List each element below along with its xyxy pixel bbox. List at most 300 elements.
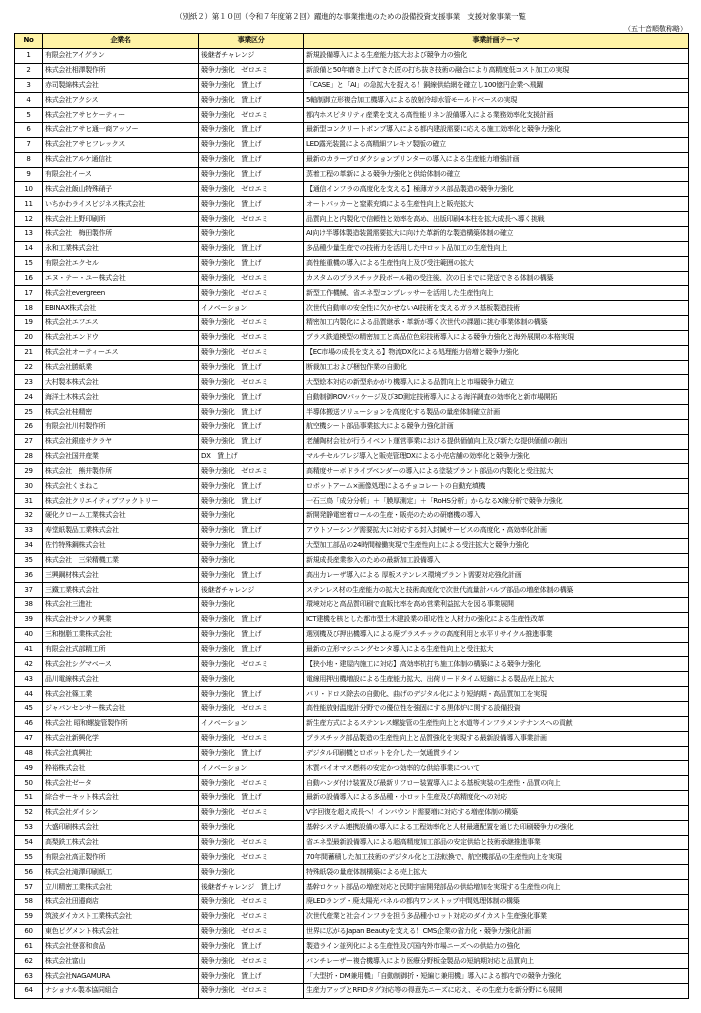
business-category: 競争力強化 ゼロエミ (199, 657, 304, 672)
plan-theme: 最新の立形マシニングセンタ導入による生産性向上と受注拡大 (304, 642, 689, 657)
company-name: 寿堂紙製品工業株式会社 (43, 523, 199, 538)
table-row (15, 271, 689, 286)
row-no: 23 (15, 375, 43, 390)
table-row (15, 241, 689, 256)
business-category: 競争力強化 賃上げ (199, 93, 304, 108)
company-name: 株式会社サンノウ興業 (43, 612, 199, 627)
table-row (15, 642, 689, 657)
row-no: 45 (15, 701, 43, 716)
plan-theme: 自動ハンダ付け装置及び最新リフロー装置導入による基板実装の生産性・品質の向上 (304, 776, 689, 791)
business-category: 競争力強化 賃上げ (199, 523, 304, 538)
row-no: 31 (15, 494, 43, 509)
row-no: 32 (15, 509, 43, 524)
table-row (15, 761, 689, 776)
business-category: 競争力強化 賃上げ (199, 612, 304, 627)
table-row (15, 301, 689, 316)
table-row (15, 509, 689, 524)
business-category: イノベーション (199, 761, 304, 776)
company-name: 硬化クローム工業株式会社 (43, 509, 199, 524)
business-category: 競争力強化 ゼロエミ (199, 286, 304, 301)
row-no: 39 (15, 612, 43, 627)
business-category: 競争力強化 賃上げ (199, 434, 304, 449)
plan-theme: 多品種少量生産での技術力を活用した中ロット品加工の生産性向上 (304, 241, 689, 256)
plan-theme: 高性能重機の導入による生産性向上及び受注範囲の拡大 (304, 256, 689, 271)
plan-theme: 次世代自動車の安全性に欠かせないAI技術を支えるガラス基板製造技術 (304, 301, 689, 316)
row-no: 29 (15, 464, 43, 479)
plan-theme: 新規設備導入による生産能力拡大および競争力の強化 (304, 48, 689, 63)
plan-theme: 一石三鳥「成分分析」＋「膜厚測定」＋「RoHS分析」からなるX線分析で競争力強化 (304, 494, 689, 509)
row-no: 59 (15, 909, 43, 924)
row-no: 12 (15, 212, 43, 227)
business-category: 競争力強化 賃上げ (199, 969, 304, 984)
plan-theme: カスタムのプラスチック段ボール箱の受注後、次の日までに発送できる体制の構築 (304, 271, 689, 286)
company-name: 株式会社上野印刷所 (43, 212, 199, 227)
company-name: 立川精密工業株式会社 (43, 880, 199, 895)
business-category: 競争力強化 賃上げ (199, 939, 304, 954)
table-row (15, 583, 689, 598)
table-row (15, 226, 689, 241)
plan-theme: 精密加工内製化による品質継承・革新が導く次世代の課題に挑む事業体制の構築 (304, 316, 689, 331)
company-name: 株式会社エフエス (43, 316, 199, 331)
company-name: 株式会社オーティーエス (43, 345, 199, 360)
company-name: 株式会社真興社 (43, 746, 199, 761)
table-row (15, 939, 689, 954)
company-name: 株式会社飯山特殊硝子 (43, 182, 199, 197)
table-row (15, 390, 689, 405)
row-no: 58 (15, 894, 43, 909)
company-name: 株式会社滝澤印刷紙工 (43, 865, 199, 880)
table-row (15, 316, 689, 331)
table-row (15, 553, 689, 568)
row-no: 55 (15, 850, 43, 865)
business-category: 競争力強化 ゼロエミ (199, 316, 304, 331)
plan-theme: 半導体搬送ソリューションを高度化する製品の量産体制確立計画 (304, 405, 689, 420)
table-row (15, 687, 689, 702)
company-name: 株式会社三進社 (43, 598, 199, 613)
plan-theme: バリ・ドロス除去の自動化、曲げのデジタル化により短納期・高品質加工を実現 (304, 687, 689, 702)
company-name: 粋裕株式会社 (43, 761, 199, 776)
table-row (15, 791, 689, 806)
business-category: 競争力強化 ゼロエミ (199, 212, 304, 227)
row-no: 63 (15, 969, 43, 984)
company-name: 株式会社富山 (43, 954, 199, 969)
business-category: 競争力強化 ゼロエミ (199, 924, 304, 939)
table-row (15, 93, 689, 108)
company-name: 株式会社 三栄精機工業 (43, 553, 199, 568)
table-row (15, 924, 689, 939)
business-category: 後継者チャレンジ (199, 583, 304, 598)
row-no: 20 (15, 330, 43, 345)
business-category: 競争力強化 ゼロエミ (199, 954, 304, 969)
table-row (15, 850, 689, 865)
support-target-table (14, 33, 689, 999)
company-name: 株式会社クリエイティブファクトリー (43, 494, 199, 509)
business-category: 競争力強化 ゼロエミ (199, 375, 304, 390)
row-no: 9 (15, 167, 43, 182)
company-name: 有限会社高正製作所 (43, 850, 199, 865)
table-row (15, 419, 689, 434)
company-name: 株式会社アサヒ通一商アッソー (43, 123, 199, 138)
row-no: 36 (15, 568, 43, 583)
business-category: 競争力強化 賃上げ (199, 791, 304, 806)
plan-theme: 蒸着工程の革新による競争力強化と供給体制の確立 (304, 167, 689, 182)
company-name: 高梨鉄工株式会社 (43, 835, 199, 850)
company-name: 有限会社エクセル (43, 256, 199, 271)
table-header-row (15, 34, 689, 49)
company-name: 永和工業株式会社 (43, 241, 199, 256)
table-row (15, 212, 689, 227)
row-no: 48 (15, 746, 43, 761)
company-name: 株式会社田邉商店 (43, 894, 199, 909)
row-no: 3 (15, 78, 43, 93)
table-row (15, 123, 689, 138)
table-row (15, 746, 689, 761)
table-row (15, 880, 689, 895)
plan-theme: 大型絵本対応の新型糸かがり機導入による品質向上と市場競争力確立 (304, 375, 689, 390)
business-category: 競争力強化 賃上げ (199, 390, 304, 405)
business-category: 競争力強化 ゼロエミ (199, 108, 304, 123)
business-category: 競争力強化 (199, 865, 304, 880)
table-row (15, 523, 689, 538)
table-row (15, 835, 689, 850)
row-no: 24 (15, 390, 43, 405)
plan-theme: 老舗陶材会社が行うイベント運営事業における提供価値向上及び新たな提供価値の創出 (304, 434, 689, 449)
company-name: 有限会社アイグラン (43, 48, 199, 63)
company-name: 株式会社アルケ通信社 (43, 152, 199, 167)
table-row (15, 479, 689, 494)
row-no: 11 (15, 197, 43, 212)
header-company: 企業名 (43, 34, 199, 49)
row-no: 54 (15, 835, 43, 850)
plan-theme: 5軸制御立形複合加工機導入による放射冷却水管モールドベースの実現 (304, 93, 689, 108)
plan-theme: 生産力アップとRFIDタグ対応等の得意先ニーズに応え、その生産力を新分野にも展開 (304, 984, 689, 999)
plan-theme: ICT建機を核とした都市型土木建設業の即応性と人材力の強化による生産性改革 (304, 612, 689, 627)
plan-theme: ステンレス材の生産能力の拡大と技術高度化で次世代流量計バルブ部品の増産体制の構築 (304, 583, 689, 598)
table-row (15, 969, 689, 984)
company-name: 三和樹脂工業株式会社 (43, 627, 199, 642)
plan-theme: 大型加工部品の24時間稼働実現で生産性向上による受注拡大と競争力強化 (304, 538, 689, 553)
row-no: 46 (15, 716, 43, 731)
company-name: 東色ピグメント株式会社 (43, 924, 199, 939)
table-row (15, 108, 689, 123)
plan-theme: プラス鉄道模型の精密加工と高品位色彩技術導入による競争力強化と海外展開の本格実現 (304, 330, 689, 345)
row-no: 38 (15, 598, 43, 613)
company-name: 株式会社桂精密 (43, 405, 199, 420)
table-row (15, 330, 689, 345)
plan-theme: 都内ホスピタリティ産業を支える高性能リネン設備導入による業務効率化支援計画 (304, 108, 689, 123)
business-category: 競争力強化 賃上げ (199, 568, 304, 583)
plan-theme: 木質バイオマス燃料の安定かつ効率的な供給事業について (304, 761, 689, 776)
plan-theme: 次世代産業と社会インフラを担う多品種小ロット対応のダイカスト生産強化事業 (304, 909, 689, 924)
company-name: 株式会社シグマベース (43, 657, 199, 672)
business-category: 競争力強化 ゼロエミ (199, 271, 304, 286)
business-category: 後継者チャレンジ 賃上げ (199, 880, 304, 895)
business-category: 競争力強化 ゼロエミ (199, 731, 304, 746)
row-no: 21 (15, 345, 43, 360)
plan-theme: V字回復を超え成長へ！インバウンド需要増に対応する増産体制の構築 (304, 805, 689, 820)
plan-theme: 特殊紙袋の量産体制構築による売上拡大 (304, 865, 689, 880)
company-name: 株式会社篠工業 (43, 687, 199, 702)
business-category: 競争力強化 (199, 509, 304, 524)
business-category: 競争力強化 ゼロエミ (199, 805, 304, 820)
company-name: 綜合サーキット株式会社 (43, 791, 199, 806)
company-name: 赤司製綿株式会社 (43, 78, 199, 93)
row-no: 10 (15, 182, 43, 197)
business-category: 競争力強化 賃上げ (199, 78, 304, 93)
plan-theme: 「大型折・DM兼用機」「自動制御折・短編じ兼用機」導入による都内での競争力強化 (304, 969, 689, 984)
table-row (15, 538, 689, 553)
plan-theme: 最新の設備導入による多品種・小ロット生産及び高精度化への対応 (304, 791, 689, 806)
plan-theme: マルチセルフレジ導入と販売管理DXによる小売店舗の効率化と競争力強化 (304, 449, 689, 464)
business-category: 競争力強化 賃上げ (199, 241, 304, 256)
row-no: 33 (15, 523, 43, 538)
business-category: 競争力強化 ゼロエミ (199, 464, 304, 479)
company-name: 株式会社くまねこ (43, 479, 199, 494)
company-name: 有限会社イース (43, 167, 199, 182)
row-no: 50 (15, 776, 43, 791)
table-row (15, 360, 689, 375)
row-no: 47 (15, 731, 43, 746)
company-name: 佐竹特殊鋼株式会社 (43, 538, 199, 553)
plan-theme: 【EC市場の成長を支える】物流DX化による処理能力倍増と競争力強化 (304, 345, 689, 360)
plan-theme: オートパッカーと窒素充填による生産性向上と販売拡大 (304, 197, 689, 212)
company-name: 有限会社川村製作所 (43, 419, 199, 434)
row-no: 30 (15, 479, 43, 494)
company-name: 株式会社ダイシン (43, 805, 199, 820)
plan-theme: デジタル印刷機とロボットを介した一気通貫ライン (304, 746, 689, 761)
plan-theme: LED露光装置による高精細フレキソ製版の確立 (304, 137, 689, 152)
business-category: 競争力強化 ゼロエミ (199, 835, 304, 850)
row-no: 13 (15, 226, 43, 241)
row-no: 35 (15, 553, 43, 568)
table-row (15, 716, 689, 731)
table-row (15, 984, 689, 999)
business-category: イノベーション (199, 301, 304, 316)
table-row (15, 894, 689, 909)
business-category: 競争力強化 (199, 672, 304, 687)
company-name: 三興鋼材株式会社 (43, 568, 199, 583)
row-no: 53 (15, 820, 43, 835)
table-row (15, 805, 689, 820)
row-no: 27 (15, 434, 43, 449)
plan-theme: 選別機及び押出機導入による廃プラスチックの高度利用と水平リサイクル推進事業 (304, 627, 689, 642)
business-category: 競争力強化 ゼロエミ (199, 909, 304, 924)
table-row (15, 657, 689, 672)
row-no: 15 (15, 256, 43, 271)
company-name: いちかわライスビジネス株式会社 (43, 197, 199, 212)
business-category: 競争力強化 賃上げ (199, 746, 304, 761)
business-category: 競争力強化 賃上げ (199, 627, 304, 642)
business-category: 競争力強化 賃上げ (199, 419, 304, 434)
row-no: 2 (15, 63, 43, 78)
plan-theme: ロボットアーム×画像処理によるチョコレートの自動充填機 (304, 479, 689, 494)
table-row (15, 598, 689, 613)
row-no: 18 (15, 301, 43, 316)
row-no: 62 (15, 954, 43, 969)
row-no: 61 (15, 939, 43, 954)
row-no: 19 (15, 316, 43, 331)
company-name: ジャパンセンサー株式会社 (43, 701, 199, 716)
plan-theme: 廃LEDランプ・廃太陽光パネルの都内ワンストップ中間処理体制の構築 (304, 894, 689, 909)
plan-theme: 製造ライン並列化による生産性及び国内外市場ニーズへの供給力の強化 (304, 939, 689, 954)
company-name: 株式会社相澤製作所 (43, 63, 199, 78)
row-no: 14 (15, 241, 43, 256)
row-no: 40 (15, 627, 43, 642)
table-row (15, 776, 689, 791)
table-row (15, 627, 689, 642)
company-name: 品川電線株式会社 (43, 672, 199, 687)
company-name: 株式会社ゼータ (43, 776, 199, 791)
company-name: 三鐵工業株式会社 (43, 583, 199, 598)
business-category: 競争力強化 賃上げ (199, 687, 304, 702)
table-row (15, 568, 689, 583)
row-no: 8 (15, 152, 43, 167)
business-category: 競争力強化 ゼロエミ (199, 182, 304, 197)
plan-theme: パンチレーザー複合機導入により医療分野板金製品の短納期対応と品質向上 (304, 954, 689, 969)
plan-theme: アウトソーシング需要拡大に対応する封入封緘サービスの高度化・高効率化計画 (304, 523, 689, 538)
company-name: 株式会社 熊井製作所 (43, 464, 199, 479)
table-row (15, 909, 689, 924)
table-row (15, 701, 689, 716)
row-no: 4 (15, 93, 43, 108)
business-category: 競争力強化 賃上げ (199, 405, 304, 420)
company-name: 筑波ダイカスト工業株式会社 (43, 909, 199, 924)
plan-theme: 基幹システム連携設備の導入による工程効率化と人材最適配置を通じた印刷競争力の強化 (304, 820, 689, 835)
table-row (15, 464, 689, 479)
business-category: 競争力強化 賃上げ (199, 360, 304, 375)
table-row (15, 405, 689, 420)
table-row (15, 434, 689, 449)
business-category: 競争力強化 ゼロエミ (199, 701, 304, 716)
company-name: 株式会社 昭和螺旋管製作所 (43, 716, 199, 731)
business-category: 競争力強化 賃上げ (199, 494, 304, 509)
row-no: 41 (15, 642, 43, 657)
table-row (15, 152, 689, 167)
row-no: 44 (15, 687, 43, 702)
plan-theme: 省エネ型最新設備導入による超高精度加工部品の安定供給と技術承継推進事業 (304, 835, 689, 850)
company-name: 株式会社アクシス (43, 93, 199, 108)
table-row (15, 256, 689, 271)
row-no: 34 (15, 538, 43, 553)
row-no: 25 (15, 405, 43, 420)
business-category: 競争力強化 ゼロエミ (199, 330, 304, 345)
business-category: 競争力強化 賃上げ (199, 152, 304, 167)
table-row (15, 48, 689, 63)
table-row (15, 137, 689, 152)
business-category: 競争力強化 賃上げ (199, 167, 304, 182)
table-row (15, 865, 689, 880)
business-category: 競争力強化 賃上げ (199, 197, 304, 212)
business-category: 競争力強化 ゼロエミ (199, 894, 304, 909)
row-no: 37 (15, 583, 43, 598)
row-no: 52 (15, 805, 43, 820)
plan-theme: AI向け半導体製造装置需要拡大に向けた革新的な製造構築体制の確立 (304, 226, 689, 241)
row-no: 64 (15, 984, 43, 999)
company-name: 株式会社アサヒフレックス (43, 137, 199, 152)
plan-theme: 最新型コンクリートポンプ導入による都内建設需要に応える施工効率化と競争力強化 (304, 123, 689, 138)
company-name: 株式会社登喜和食品 (43, 939, 199, 954)
row-no: 57 (15, 880, 43, 895)
row-no: 49 (15, 761, 43, 776)
company-name: 株式会社銀座サクラヤ (43, 434, 199, 449)
table-row (15, 820, 689, 835)
company-name: 株式会社 梅田製作所 (43, 226, 199, 241)
business-category: イノベーション (199, 716, 304, 731)
business-category: 競争力強化 賃上げ (199, 479, 304, 494)
table-row (15, 78, 689, 93)
plan-theme: 新開発静電密着ロールの生産・販売のための研磨機の導入 (304, 509, 689, 524)
business-category: 競争力強化 ゼロエミ (199, 776, 304, 791)
table-row (15, 286, 689, 301)
table-row (15, 63, 689, 78)
plan-theme: 航空機シート部品事業拡大による競争力強化計画 (304, 419, 689, 434)
row-no: 42 (15, 657, 43, 672)
plan-theme: 新型工作機械、省エネ型コンプレッサーを活用した生産性向上 (304, 286, 689, 301)
company-name: EBINAX株式会社 (43, 301, 199, 316)
table-row (15, 167, 689, 182)
company-name: 株式会社新興化学 (43, 731, 199, 746)
table-row (15, 375, 689, 390)
plan-theme: 高精度サーボドライブベンダーの導入による塗装プラント部品の内製化と受注拡大 (304, 464, 689, 479)
business-category: DX 賃上げ (199, 449, 304, 464)
header-theme: 事業計画テーマ (304, 34, 689, 49)
table-row (15, 672, 689, 687)
business-category: 競争力強化 (199, 820, 304, 835)
business-category: 競争力強化 賃上げ (199, 538, 304, 553)
business-category: 競争力強化 ゼロエミ (199, 63, 304, 78)
table-row (15, 182, 689, 197)
sort-note: （五十音順敬称略） (624, 25, 687, 33)
plan-theme: 電線用押出機増設による生産能力拡大、出荷リードタイム短縮による製品売上拡大 (304, 672, 689, 687)
row-no: 51 (15, 791, 43, 806)
plan-theme: 高出力レーザ導入による 厚板ステンレス環境プラント需要対応強化計画 (304, 568, 689, 583)
plan-theme: 新生産方式によるステンレス螺旋管の生産性向上と水道等インフラメンテナンスへの貢献 (304, 716, 689, 731)
company-name: 株式会社evergreen (43, 286, 199, 301)
plan-theme: 【狭小地・建屋内施工に対応】高効率杭打ち施工体制の構築による競争力強化 (304, 657, 689, 672)
table-row (15, 197, 689, 212)
company-name: 株式会社勝紙業 (43, 360, 199, 375)
company-name: ナショナル製本協同組合 (43, 984, 199, 999)
company-name: 株式会社NAGAMURA (43, 969, 199, 984)
table-row (15, 345, 689, 360)
plan-theme: 【通信インフラの高度化を支える】極薄ガラス部品製造の競争力強化 (304, 182, 689, 197)
row-no: 6 (15, 123, 43, 138)
business-category: 競争力強化 ゼロエミ (199, 984, 304, 999)
business-category: 競争力強化 賃上げ (199, 123, 304, 138)
row-no: 5 (15, 108, 43, 123)
table-row (15, 449, 689, 464)
business-category: 後継者チャレンジ (199, 48, 304, 63)
business-category: 競争力強化 (199, 598, 304, 613)
business-category: 競争力強化 賃上げ (199, 642, 304, 657)
company-name: 有限会社式部精工所 (43, 642, 199, 657)
company-name: 大村製本株式会社 (43, 375, 199, 390)
row-no: 22 (15, 360, 43, 375)
table-row (15, 731, 689, 746)
row-no: 43 (15, 672, 43, 687)
plan-theme: 自動制御ROVパッケージ及び3D測定技術導入による海洋調査の効率化と新市場開拓 (304, 390, 689, 405)
header-category: 事業区分 (199, 34, 304, 49)
business-category: 競争力強化 ゼロエミ (199, 850, 304, 865)
row-no: 7 (15, 137, 43, 152)
row-no: 60 (15, 924, 43, 939)
company-name: エヌ・テー・ユー株式会社 (43, 271, 199, 286)
plan-theme: 高性能放射温度計分野での優位性を強固にする黒体炉に関する設備投資 (304, 701, 689, 716)
business-category: 競争力強化 ゼロエミ (199, 345, 304, 360)
row-no: 1 (15, 48, 43, 63)
plan-theme: 世界に広がるJapan Beautyを支える！CMS企業の省力化・競争力強化計画 (304, 924, 689, 939)
plan-theme: 新規成長産業参入のための最新加工設備導入 (304, 553, 689, 568)
